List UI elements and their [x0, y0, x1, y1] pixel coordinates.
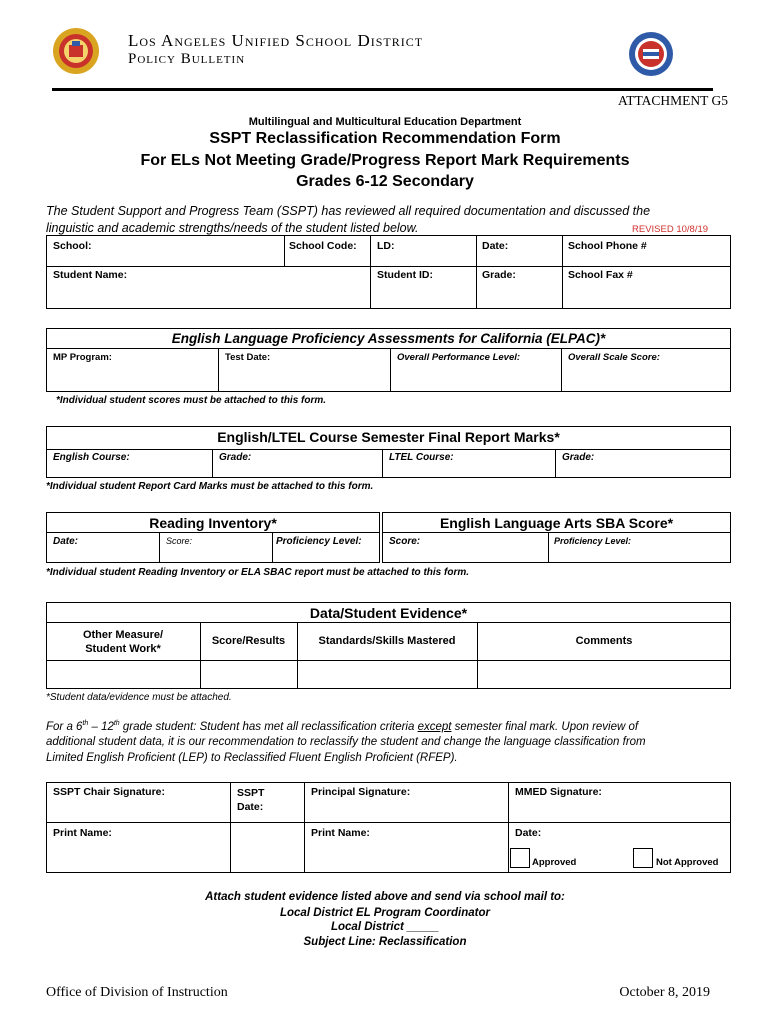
revised-date: REVISED 10/8/19 [632, 224, 709, 235]
student-name-field[interactable]: Student Name: [53, 269, 128, 281]
col-standards-skills: Standards/Skills Mastered [318, 635, 456, 647]
student-id-field[interactable]: Student ID: [377, 269, 433, 281]
mailing-instructions: Attach student evidence listed above and send via school mail to: [205, 891, 565, 903]
recommendation-line2: additional student data, it is our recommendation to reclassify the student and change the language classification from [46, 736, 646, 748]
test-date-field[interactable]: Test Date: [225, 352, 271, 363]
print-name-field-2[interactable]: Print Name: [311, 827, 370, 839]
policy-bulletin-label: Policy Bulletin [128, 51, 246, 67]
reading-proficiency-field[interactable]: Proficiency Level: [276, 536, 362, 547]
evidence-title: Data/Student Evidence* [309, 605, 468, 621]
attachment-label: ATTACHMENT G5 [617, 93, 728, 108]
grade-field[interactable]: Grade: [482, 269, 516, 281]
mmed-signature-field[interactable]: MMED Signature: [515, 786, 602, 798]
ltel-grade-field[interactable]: Grade: [562, 452, 595, 463]
school-code-field[interactable]: School Code: [289, 240, 357, 252]
date-field[interactable]: Date: [482, 240, 509, 252]
ld-field[interactable]: LD: [377, 240, 395, 252]
intro-text-line1: The Student Support and Progress Team (SSPT) has reviewed all required documentation and discussed the [46, 204, 651, 218]
recommendation-line1: For a 6th – 12th grade student: Student has met all reclassification criteria except semester final mark. Upon review of [46, 720, 639, 733]
footer-date: October 8, 2019 [619, 985, 710, 1000]
english-grade-field[interactable]: Grade: [219, 452, 252, 463]
school-field[interactable]: School: [53, 240, 92, 252]
elpac-note: *Individual student scores must be attached to this form. [56, 395, 327, 406]
district-seal-logo [52, 27, 100, 75]
ltel-note: *Individual student Report Card Marks must be attached to this form. [46, 481, 374, 492]
principal-signature-field[interactable]: Principal Signature: [311, 786, 411, 798]
approved-checkbox[interactable] [510, 848, 530, 868]
not-approved-checkbox[interactable] [633, 848, 653, 868]
sba-score-title: English Language Arts SBA Score* [439, 515, 674, 531]
col-other-measure: Other Measure/ Student Work* [82, 629, 164, 655]
school-phone-field[interactable]: School Phone # [568, 240, 647, 252]
sba-proficiency-field[interactable]: Proficiency Level: [554, 536, 632, 546]
not-approved-label: Not Approved [656, 857, 719, 868]
sspt-chair-signature-field[interactable]: SSPT Chair Signature: [53, 786, 166, 798]
mailing-district: Local District _____ [330, 921, 440, 933]
department-name: Multilingual and Multicultural Education Department [248, 116, 522, 128]
overall-scale-field[interactable]: Overall Scale Score: [568, 352, 660, 363]
form-title: SSPT Reclassification Recommendation Form [209, 130, 561, 147]
evidence-note: *Student data/evidence must be attached. [46, 692, 232, 703]
print-name-field-1[interactable]: Print Name: [53, 827, 112, 839]
sspt-date-field[interactable]: SSPT Date: [237, 787, 265, 813]
header-rule [52, 88, 713, 91]
recommendation-line3: Limited English Proficient (LEP) to Reclassified Fluent English Proficient (RFEP). [46, 752, 458, 764]
mmed-date-field[interactable]: Date: [515, 827, 542, 839]
mailing-subject: Subject Line: Reclassification [303, 936, 467, 948]
footer-office: Office of Division of Instruction [46, 985, 228, 1000]
reading-note: *Individual student Reading Inventory or ELA SBAC report must be attached to this form. [46, 567, 470, 578]
elpac-title: English Language Proficiency Assessments for California (ELPAC)* [171, 331, 606, 346]
intro-text-line2: linguistic and academic strengths/needs of the student listed below. [46, 221, 419, 235]
reading-inventory-title: Reading Inventory* [149, 515, 277, 531]
reading-date-field[interactable]: Date: [53, 536, 79, 547]
ltel-title: English/LTEL Course Semester Final Report Marks* [217, 429, 560, 445]
grade-range-title: Grades 6-12 Secondary [296, 173, 474, 190]
district-name: Los Angeles Unified School District [128, 31, 424, 50]
col-score-results: Score/Results [211, 635, 286, 647]
school-fax-field[interactable]: School Fax # [568, 269, 633, 281]
form-subtitle: For ELs Not Meeting Grade/Progress Report Mark Requirements [140, 152, 630, 169]
english-course-field[interactable]: English Course: [53, 452, 130, 463]
ltel-course-field[interactable]: LTEL Course: [389, 452, 454, 463]
approved-label: Approved [532, 857, 577, 868]
bulletin-emblem-logo [628, 31, 674, 77]
reading-score-field[interactable]: Score: [166, 536, 193, 546]
sba-score-field[interactable]: Score: [389, 536, 421, 547]
mp-program-field[interactable]: MP Program: [53, 352, 112, 363]
overall-performance-field[interactable]: Overall Performance Level: [397, 352, 521, 363]
col-comments: Comments [575, 635, 633, 647]
mailing-recipient: Local District EL Program Coordinator [279, 907, 490, 919]
